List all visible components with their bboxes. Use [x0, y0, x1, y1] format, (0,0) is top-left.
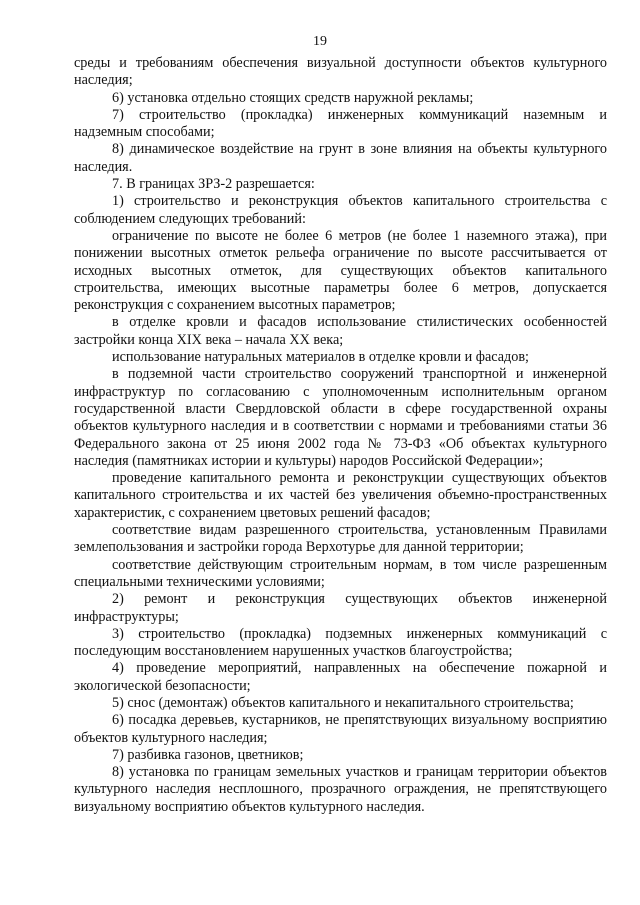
paragraph: 1) строительство и реконструкция объектов капитального строительства с соблюдением следующих требований:	[74, 193, 607, 227]
paragraph: 7) строительство (прокладка) инженерных коммуникаций наземным и надземным способами;	[74, 106, 607, 141]
paragraph: соответствие действующим строительным нормам, в том числе разрешенным специальными техническими условиями;	[74, 556, 607, 590]
paragraph: 2) ремонт и реконструкция существующих объектов инженерной инфраструктуры;	[74, 591, 607, 625]
paragraph: 6) установка отдельно стоящих средств наружной рекламы;	[112, 89, 474, 106]
document-body	[74, 55, 607, 816]
paragraph: 6) посадка деревьев, кустарников, не препятствующих визуальному восприятию объектов культурного наследия;	[74, 712, 607, 746]
paragraph: 7. В границах ЗРЗ-2 разрешается:	[112, 176, 315, 193]
paragraph: 3) строительство (прокладка) подземных инженерных коммуникаций с последующим восстановлением нарушенных участков благоустройства;	[74, 625, 607, 660]
paragraph: 8) установка по границам земельных участков и границам территории объектов культурного наследия несплошного, прозрачного ограждения, не препятствующего визуальному восприятию объектов культурного наследия.	[74, 764, 607, 815]
paragraph: 4) проведение мероприятий, направленных на обеспечение пожарной и экологической безопасности;	[74, 660, 607, 694]
paragraph: 5) снос (демонтаж) объектов капитального и некапитального строительства;	[112, 694, 574, 711]
paragraph: среды и требованиям обеспечения визуальной доступности объектов культурного наследия;	[74, 55, 607, 89]
paragraph: в отделке кровли и фасадов использование стилистических особенностей застройки конца XIX века – начала XX века;	[74, 314, 607, 348]
paragraph: 7) разбивка газонов, цветников;	[112, 746, 304, 763]
paragraph: 8) динамическое воздействие на грунт в зоне влияния на объекты культурного наследия.	[74, 141, 607, 175]
paragraph: в подземной части строительство сооружений транспортной и инженерной инфраструктур по согласованию с уполномоченным исполнительным органом государственной власти Свердловской области в сфере государственной охраны объектов культурного наследия и в соответствии с нормами и требованиями статьи 36 Федерального закона от 25 июня 2002 года № 73-ФЗ «Об объектах культурного наследия (памятниках истории и культуры) народов Российской Федерации»;	[74, 366, 607, 469]
paragraph: использование натуральных материалов в отделке кровли и фасадов;	[112, 349, 529, 366]
paragraph: ограничение по высоте не более 6 метров (не более 1 наземного этажа), при понижении высотных отметок рельефа ограничение по высоте рассчитывается от исходных высотных отметок, для существующих объектов капитального строительства, имеющих высотные параметры более 6 метров, допускается реконструкция с сохранением высотных параметров;	[74, 227, 607, 314]
page-number: 19	[313, 34, 327, 49]
paragraph: проведение капитального ремонта и реконструкции существующих объектов капитального строительства и их частей без увеличения объемно-пространственных характеристик, с сохранением цветовых решений фасадов;	[74, 470, 607, 521]
paragraph: соответствие видам разрешенного строительства, установленным Правилами землепользования и застройки города Верхотурье для данной территории;	[74, 522, 607, 556]
